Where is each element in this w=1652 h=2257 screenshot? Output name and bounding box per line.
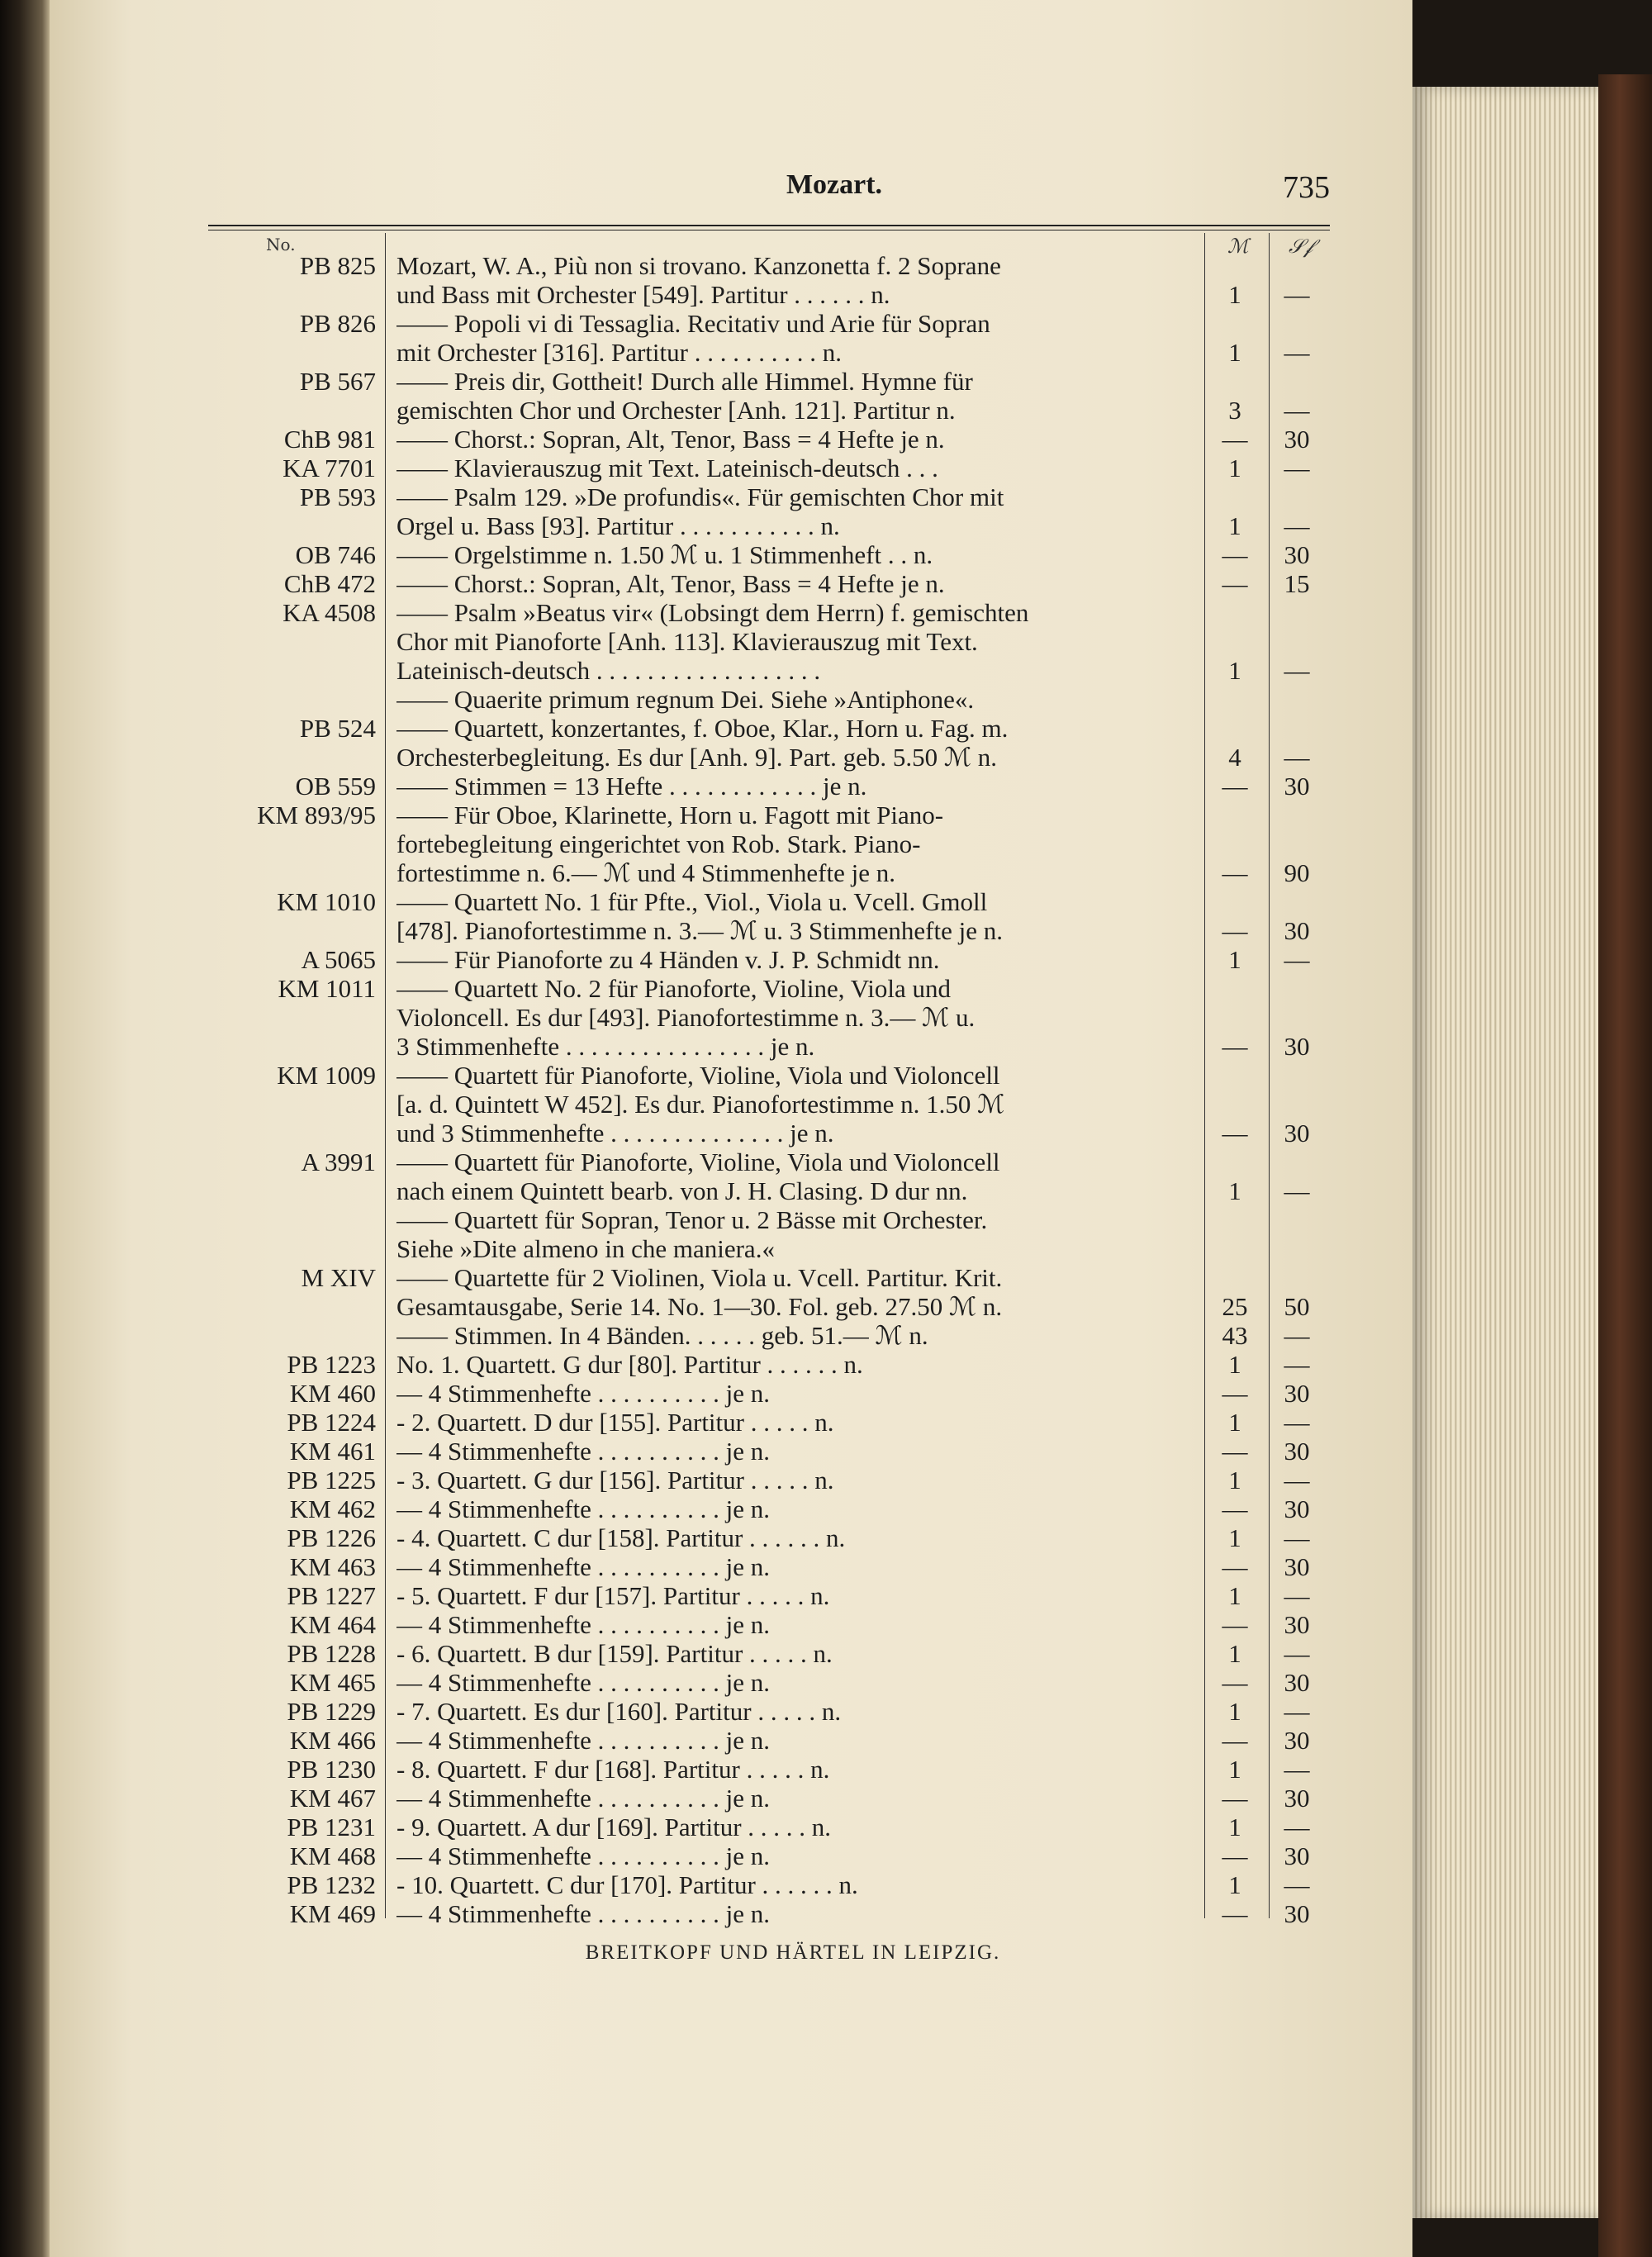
catalog-row [50,1726,1412,1755]
catalog-row [50,1813,1412,1841]
entry-text: —— Quaerite primum regnum Dei. Siehe »Antiphone«. [396,685,975,714]
book-cover-right [1598,74,1652,2257]
price-pfennig: — [1284,454,1310,482]
entry-text: Gesamtausgabe, Serie 14. No. 1—30. Fol. geb. 27.50 ℳ n. [396,1292,1003,1321]
price-pfennig: — [1284,280,1310,309]
price-mark: 4 [1228,743,1241,772]
price-pfennig: — [1284,945,1310,974]
price-mark: 1 [1228,338,1241,367]
entry-text: —— Psalm »Beatus vir« (Lobsingt dem Herrn) f. gemischten [396,598,1029,627]
entry-text: nach einem Quintett bearb. von J. H. Clasing. D dur nn. [396,1176,968,1205]
price-pfennig: — [1284,1813,1310,1841]
price-mark: — [1222,1899,1248,1928]
entry-text: —— Für Oboe, Klarinette, Horn u. Fagott mit Piano- [396,801,944,829]
catalog-row [50,482,1412,511]
entry-text: - 6. Quartett. B dur [159]. Partitur . . . . . n. [396,1639,833,1668]
entry-text: - 5. Quartett. F dur [157]. Partitur . . . . . n. [396,1581,830,1610]
price-pfennig: 50 [1284,1292,1310,1321]
catalog-number: M XIV [301,1263,376,1292]
entry-text: 3 Stimmenhefte . . . . . . . . . . . . . . . . je n. [396,1032,815,1061]
catalog-number: A 5065 [301,945,376,974]
price-mark: 1 [1228,1755,1241,1784]
catalog-row [50,1321,1412,1350]
catalog-row [50,1061,1412,1090]
price-mark: 1 [1228,656,1241,685]
catalog-row [50,1379,1412,1408]
price-mark: — [1222,858,1248,887]
catalog-row [50,1234,1412,1263]
entry-text: - 2. Quartett. D dur [155]. Partitur . . . . . n. [396,1408,834,1437]
price-pfennig: 30 [1284,1437,1310,1466]
entry-text: —— Stimmen. In 4 Bänden. . . . . . geb. 51.— ℳ n. [396,1321,928,1350]
price-pfennig: 30 [1284,425,1310,454]
price-pfennig: 30 [1284,1610,1310,1639]
catalog-number: KA 7701 [282,454,376,482]
catalog-row [50,1870,1412,1899]
catalog-row [50,1755,1412,1784]
price-mark: — [1222,1119,1248,1148]
entry-text: —— Quartett, konzertantes, f. Oboe, Klar., Horn u. Fag. m. [396,714,1009,743]
price-pfennig: 30 [1284,1899,1310,1928]
catalog-number: PB 1227 [287,1581,376,1610]
catalog-row [50,1350,1412,1379]
entry-text: Violoncell. Es dur [493]. Pianofortestimme n. 3.— ℳ u. [396,1003,976,1032]
catalog-row [50,945,1412,974]
catalog-row [50,1899,1412,1928]
entry-text: fortebegleitung eingerichtet von Rob. Stark. Piano- [396,829,921,858]
price-mark: 43 [1222,1321,1248,1350]
entry-text: —— Quartett No. 2 für Pianoforte, Violine, Viola und [396,974,951,1003]
price-mark: 1 [1228,1870,1241,1899]
entry-text: — 4 Stimmenhefte . . . . . . . . . . je n. [396,1841,771,1870]
catalog-number: OB 746 [295,540,376,569]
price-pfennig: 30 [1284,1032,1310,1061]
catalog-row [50,974,1412,1003]
price-mark: — [1222,1552,1248,1581]
catalog-number: KM 461 [289,1437,376,1466]
price-mark: 1 [1228,1523,1241,1552]
catalog-row [50,714,1412,743]
price-mark: — [1222,540,1248,569]
entry-text: —— Chorst.: Sopran, Alt, Tenor, Bass = 4 Hefte je n. [396,569,945,598]
entry-text: —— Chorst.: Sopran, Alt, Tenor, Bass = 4 Hefte je n. [396,425,945,454]
price-pfennig: 30 [1284,1552,1310,1581]
catalog-row [50,829,1412,858]
catalog-row [50,772,1412,801]
catalog-row [50,1408,1412,1437]
price-mark: — [1222,1668,1248,1697]
entry-text: — 4 Stimmenhefte . . . . . . . . . . je n. [396,1784,771,1813]
price-pfennig: — [1284,1581,1310,1610]
catalog-number: KM 1009 [277,1061,376,1090]
entry-text: — 4 Stimmenhefte . . . . . . . . . . je n. [396,1668,771,1697]
price-pfennig: — [1284,656,1310,685]
price-pfennig: — [1284,1523,1310,1552]
catalog-number: PB 567 [299,367,376,396]
catalog-number: PB 1232 [287,1870,376,1899]
catalog-row [50,1148,1412,1176]
price-mark: 1 [1228,1697,1241,1726]
catalog-row [50,1841,1412,1870]
price-pfennig: 30 [1284,1119,1310,1148]
entry-text: gemischten Chor und Orchester [Anh. 121]. Partitur n. [396,396,956,425]
entry-text: - 9. Quartett. A dur [169]. Partitur . . . . . n. [396,1813,832,1841]
entry-text: — 4 Stimmenhefte . . . . . . . . . . je n. [396,1726,771,1755]
price-mark: — [1222,1494,1248,1523]
price-mark: 3 [1228,396,1241,425]
catalog-number: PB 1223 [287,1350,376,1379]
price-mark: — [1222,1610,1248,1639]
price-mark: 1 [1228,1408,1241,1437]
price-pfennig: 30 [1284,1726,1310,1755]
catalog-row [50,338,1412,367]
price-pfennig: — [1284,1755,1310,1784]
price-mark: — [1222,1437,1248,1466]
price-mark: 1 [1228,454,1241,482]
entry-text: Chor mit Pianoforte [Anh. 113]. Klavierauszug mit Text. [396,627,978,656]
entry-text: [a. d. Quintett W 452]. Es dur. Pianofortestimme n. 1.50 ℳ [396,1090,1005,1119]
page-number: 735 [1283,170,1330,205]
catalog-number: PB 1228 [287,1639,376,1668]
entry-text: —— Klavierauszug mit Text. Lateinisch-deutsch . . . [396,454,938,482]
page-title: Mozart. [786,169,883,200]
entry-text: No. 1. Quartett. G dur [80]. Partitur . . . . . . n. [396,1350,863,1379]
catalog-number: PB 593 [299,482,376,511]
catalog-row [50,1437,1412,1466]
catalog-row [50,1668,1412,1697]
entry-text: —— Quartett für Pianoforte, Violine, Viola und Violoncell [396,1148,1000,1176]
entry-text: Mozart, W. A., Più non si trovano. Kanzonetta f. 2 Soprane [396,251,1001,280]
entry-text: — 4 Stimmenhefte . . . . . . . . . . je n. [396,1610,771,1639]
catalog-row [50,454,1412,482]
catalog-number: KM 465 [289,1668,376,1697]
price-mark: 1 [1228,1350,1241,1379]
entry-text: fortestimme n. 6.— ℳ und 4 Stimmenhefte je n. [396,858,895,887]
catalog-number: KM 467 [289,1784,376,1813]
catalog-number: KM 460 [289,1379,376,1408]
price-pfennig: 30 [1284,1494,1310,1523]
entry-text: —— Psalm 129. »De profundis«. Für gemischten Chor mit [396,482,1004,511]
catalog-row [50,309,1412,338]
price-mark: — [1222,916,1248,945]
catalog-row [50,743,1412,772]
entry-text: und 3 Stimmenhefte . . . . . . . . . . . . . . je n. [396,1119,834,1148]
entry-text: - 8. Quartett. F dur [168]. Partitur . . . . . n. [396,1755,830,1784]
catalog-row [50,1205,1412,1234]
catalog-row [50,887,1412,916]
catalog-number: KM 893/95 [257,801,376,829]
entry-text: — 4 Stimmenhefte . . . . . . . . . . je n. [396,1899,771,1928]
page-edges [1412,87,1607,2218]
catalog-number: ChB 981 [283,425,376,454]
price-pfennig: — [1284,1639,1310,1668]
price-pfennig: 15 [1284,569,1310,598]
catalog-number: A 3991 [301,1148,376,1176]
price-pfennig: 30 [1284,1668,1310,1697]
entry-text: — 4 Stimmenhefte . . . . . . . . . . je n. [396,1552,771,1581]
header-rule [208,225,1330,226]
book-spine-left [0,0,50,2257]
entry-text: — 4 Stimmenhefte . . . . . . . . . . je n. [396,1379,771,1408]
catalog-row [50,1552,1412,1581]
price-pfennig: — [1284,511,1310,540]
entry-text: —— Popoli vi di Tessaglia. Recitativ und Arie für Sopran [396,309,990,338]
catalog-row [50,627,1412,656]
catalog-row [50,1263,1412,1292]
price-mark: — [1222,569,1248,598]
catalog-number: PB 524 [299,714,376,743]
entry-text: —— Quartett No. 1 für Pfte., Viol., Viola u. Vcell. Gmoll [396,887,988,916]
entry-text: - 4. Quartett. C dur [158]. Partitur . . . . . . n. [396,1523,846,1552]
catalog-row [50,425,1412,454]
entry-text: — 4 Stimmenhefte . . . . . . . . . . je n. [396,1437,771,1466]
catalog-row [50,916,1412,945]
entry-text: - 3. Quartett. G dur [156]. Partitur . . . . . n. [396,1466,834,1494]
catalog-number: PB 825 [299,251,376,280]
catalog-page [50,0,1412,2257]
entry-text: - 7. Quartett. Es dur [160]. Partitur . . . . . n. [396,1697,842,1726]
catalog-row [50,1119,1412,1148]
catalog-row [50,1494,1412,1523]
catalog-number: PB 1229 [287,1697,376,1726]
entry-text: Lateinisch-deutsch . . . . . . . . . . . . . . . . . . [396,656,821,685]
price-pfennig: 30 [1284,1784,1310,1813]
price-pfennig: — [1284,338,1310,367]
price-pfennig: — [1284,1350,1310,1379]
column-header-mark: ℳ [1227,235,1249,258]
catalog-row [50,1003,1412,1032]
price-pfennig: 30 [1284,540,1310,569]
entry-text: - 10. Quartett. C dur [170]. Partitur . . . . . . n. [396,1870,858,1899]
entry-text: — 4 Stimmenhefte . . . . . . . . . . je n. [396,1494,771,1523]
catalog-row [50,1090,1412,1119]
price-mark: — [1222,1379,1248,1408]
price-mark: 1 [1228,945,1241,974]
entry-text: und Bass mit Orchester [549]. Partitur . . . . . . n. [396,280,890,309]
catalog-row [50,1032,1412,1061]
entry-text: —— Quartette für 2 Violinen, Viola u. Vcell. Partitur. Krit. [396,1263,1003,1292]
catalog-row [50,251,1412,280]
catalog-number: ChB 472 [283,569,376,598]
catalog-number: KM 463 [289,1552,376,1581]
price-mark: 1 [1228,1581,1241,1610]
price-mark: 1 [1228,1176,1241,1205]
catalog-number: KM 466 [289,1726,376,1755]
catalog-number: KM 464 [289,1610,376,1639]
catalog-row [50,1176,1412,1205]
price-mark: 1 [1228,280,1241,309]
catalog-number: PB 1230 [287,1755,376,1784]
entry-text: mit Orchester [316]. Partitur . . . . . . . . . . n. [396,338,842,367]
price-pfennig: 90 [1284,858,1310,887]
entry-text: [478]. Pianofortestimme n. 3.— ℳ u. 3 Stimmenhefte je n. [396,916,1003,945]
price-mark: — [1222,425,1248,454]
catalog-row [50,569,1412,598]
price-pfennig: — [1284,1321,1310,1350]
catalog-number: KM 462 [289,1494,376,1523]
price-pfennig: — [1284,1176,1310,1205]
catalog-number: PB 1226 [287,1523,376,1552]
catalog-row [50,540,1412,569]
catalog-row [50,1523,1412,1552]
catalog-entries [50,251,1412,1928]
catalog-row [50,511,1412,540]
catalog-row [50,685,1412,714]
catalog-number: PB 1224 [287,1408,376,1437]
price-mark: 1 [1228,1813,1241,1841]
price-mark: — [1222,1726,1248,1755]
catalog-row [50,396,1412,425]
price-mark: — [1222,1841,1248,1870]
price-pfennig: — [1284,1408,1310,1437]
catalog-number: OB 559 [295,772,376,801]
catalog-row [50,1610,1412,1639]
entry-text: —— Quartett für Pianoforte, Violine, Viola und Violoncell [396,1061,1000,1090]
catalog-row [50,1784,1412,1813]
price-pfennig: — [1284,1697,1310,1726]
column-header-pfennig: 𝒮𝒻 [1289,235,1313,258]
catalog-row [50,858,1412,887]
catalog-number: KM 1010 [277,887,376,916]
catalog-number: PB 826 [299,309,376,338]
catalog-number: KM 469 [289,1899,376,1928]
price-pfennig: — [1284,1870,1310,1899]
price-mark: 25 [1222,1292,1248,1321]
catalog-row [50,1292,1412,1321]
entry-text: —— Orgelstimme n. 1.50 ℳ u. 1 Stimmenheft . . n. [396,540,933,569]
price-pfennig: 30 [1284,1841,1310,1870]
price-mark: 1 [1228,511,1241,540]
entry-text: —— Preis dir, Gottheit! Durch alle Himmel. Hymne für [396,367,973,396]
catalog-number: KM 1011 [278,974,376,1003]
publisher-footer: BREITKOPF UND HÄRTEL IN LEIPZIG. [585,1941,1001,1964]
price-pfennig: — [1284,396,1310,425]
catalog-row [50,598,1412,627]
entry-text: Siehe »Dite almeno in che maniera.« [396,1234,775,1263]
catalog-number: PB 1225 [287,1466,376,1494]
catalog-row [50,280,1412,309]
price-pfennig: 30 [1284,772,1310,801]
price-mark: 1 [1228,1466,1241,1494]
entry-text: —— Für Pianoforte zu 4 Händen v. J. P. Schmidt nn. [396,945,940,974]
entry-text: Orchesterbegleitung. Es dur [Anh. 9]. Part. geb. 5.50 ℳ n. [396,743,998,772]
catalog-row [50,1581,1412,1610]
price-pfennig: — [1284,1466,1310,1494]
price-mark: — [1222,1032,1248,1061]
catalog-row [50,367,1412,396]
catalog-row [50,1466,1412,1494]
catalog-number: KA 4508 [282,598,376,627]
entry-text: —— Quartett für Sopran, Tenor u. 2 Bässe mit Orchester. [396,1205,988,1234]
catalog-row [50,656,1412,685]
catalog-row [50,1697,1412,1726]
catalog-row [50,1639,1412,1668]
price-mark: 1 [1228,1639,1241,1668]
price-mark: — [1222,1784,1248,1813]
price-mark: — [1222,772,1248,801]
column-header-no: No. [266,235,296,254]
price-pfennig: 30 [1284,916,1310,945]
price-pfennig: 30 [1284,1379,1310,1408]
entry-text: Orgel u. Bass [93]. Partitur . . . . . . . . . . . n. [396,511,840,540]
price-pfennig: — [1284,743,1310,772]
catalog-number: PB 1231 [287,1813,376,1841]
catalog-row [50,801,1412,829]
entry-text: —— Stimmen = 13 Hefte . . . . . . . . . . . . je n. [396,772,867,801]
catalog-number: KM 468 [289,1841,376,1870]
